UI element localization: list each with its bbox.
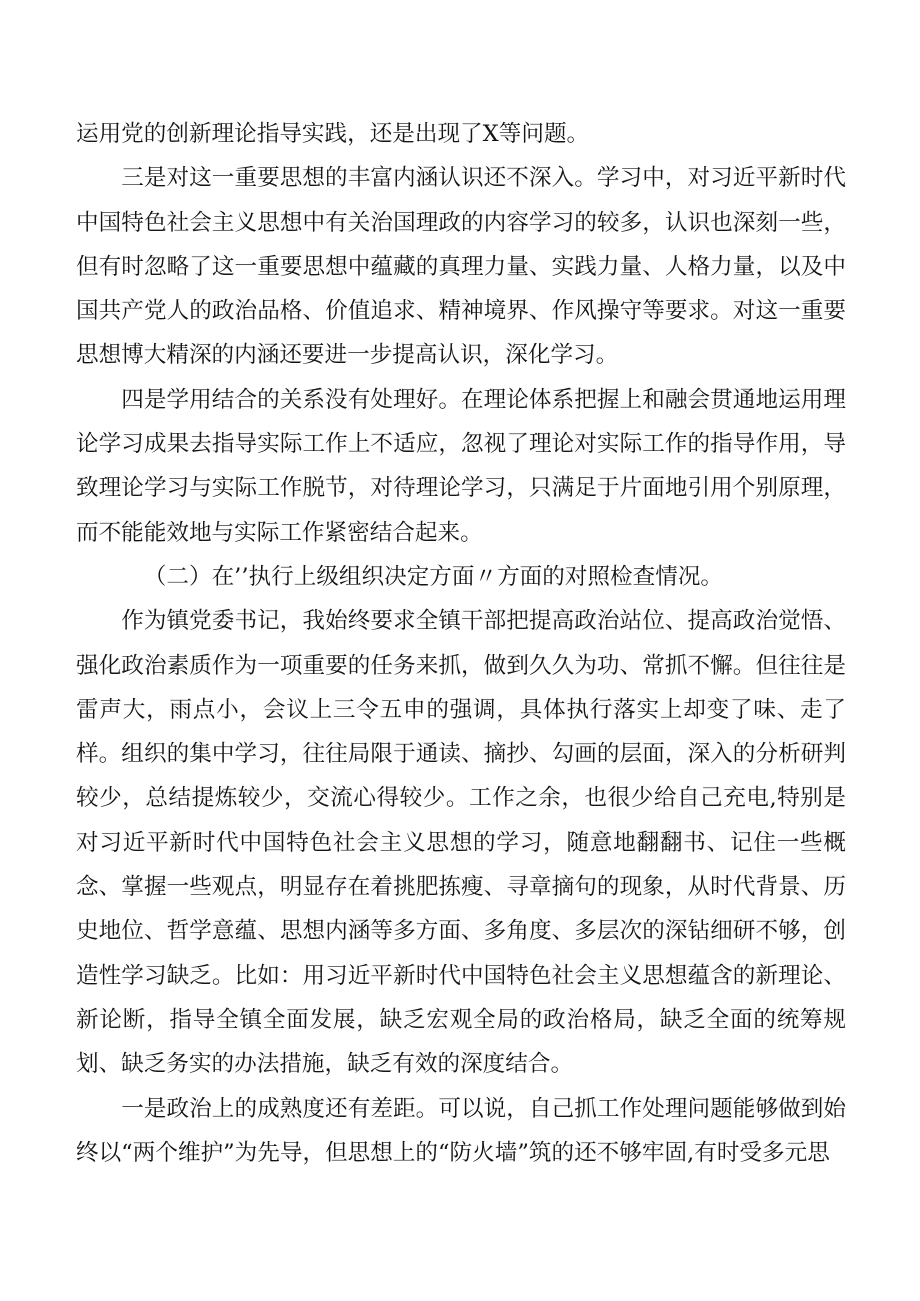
paragraph-point-one: 一是政治上的成熟度还有差距。可以说，自己抓工作处理问题能够做到始终以“两个维护”为先导，但思想上的“防火墙”筑的还不够牢固,有时受多元思 xyxy=(76,1095,846,1166)
document-page xyxy=(76,112,846,1175)
section-heading-two: （二）在’’执行上级组织决定方面〃方面的对照检查情况。 xyxy=(143,563,724,590)
paragraph-party-secretary: 作为镇党委书记，我始终要求全镇干部把提高政治站位、提高政治觉悟、强化政治素质作为一项重要的任务来抓，做到久久为功、常抓不懈。但往往是雷声大，雨点小，会议上三令五申的强调，具体执行落实上却变了味、走了样。组织的集中学习，往往局限于通读、摘抄、勾画的层面，深入的分析研判较少，总结提炼较少，交流心得较少。工作之余，也很少给自己充电,特别是对习近平新时代中国特色社会主义思想的学习，随意地翻翻书、记住一些概念、掌握一些观点，明显存在着挑肥拣瘦、寻章摘句的现象，从时代背景、历史地位、哲学意蕴、思想内涵等多方面、多角度、多层次的深钻细研不够，创造性学习缺乏。比如：用习近平新时代中国特色社会主义思想蕴含的新理论、新论断，指导全镇全面发展，缺乏宏观全局的政治格局，缺乏全面的统筹规划、缺乏务实的办法措施，缺乏有效的深度结合。 xyxy=(76,608,846,1078)
paragraph-point-four: 四是学用结合的关系没有处理好。在理论体系把握上和融会贯通地运用理论学习成果去指导实际工作上不适应，忽视了理论对实际工作的指导作用，导致理论学习与实际工作脱节，对待理论学习，只满足于片面地引用个别原理，而不能能效地与实际工作紧密结合起来。 xyxy=(76,386,846,546)
paragraph-continuation: 运用党的创新理论指导实践，还是出现了X等问题。 xyxy=(76,121,590,147)
paragraph-point-three: 三是对这一重要思想的丰富内涵认识还不深入。学习中，对习近平新时代中国特色社会主义思想中有关治国理政的内容学习的较多，认识也深刻一些，但有时忽略了这一重要思想中蕴藏的真理力量、实践力量、人格力量，以及中国共产党人的政治品格、价值追求、精神境界、作风操守等要求。对这一重要思想博大精深的内涵还要进一步提高认识，深化学习。 xyxy=(76,165,846,369)
